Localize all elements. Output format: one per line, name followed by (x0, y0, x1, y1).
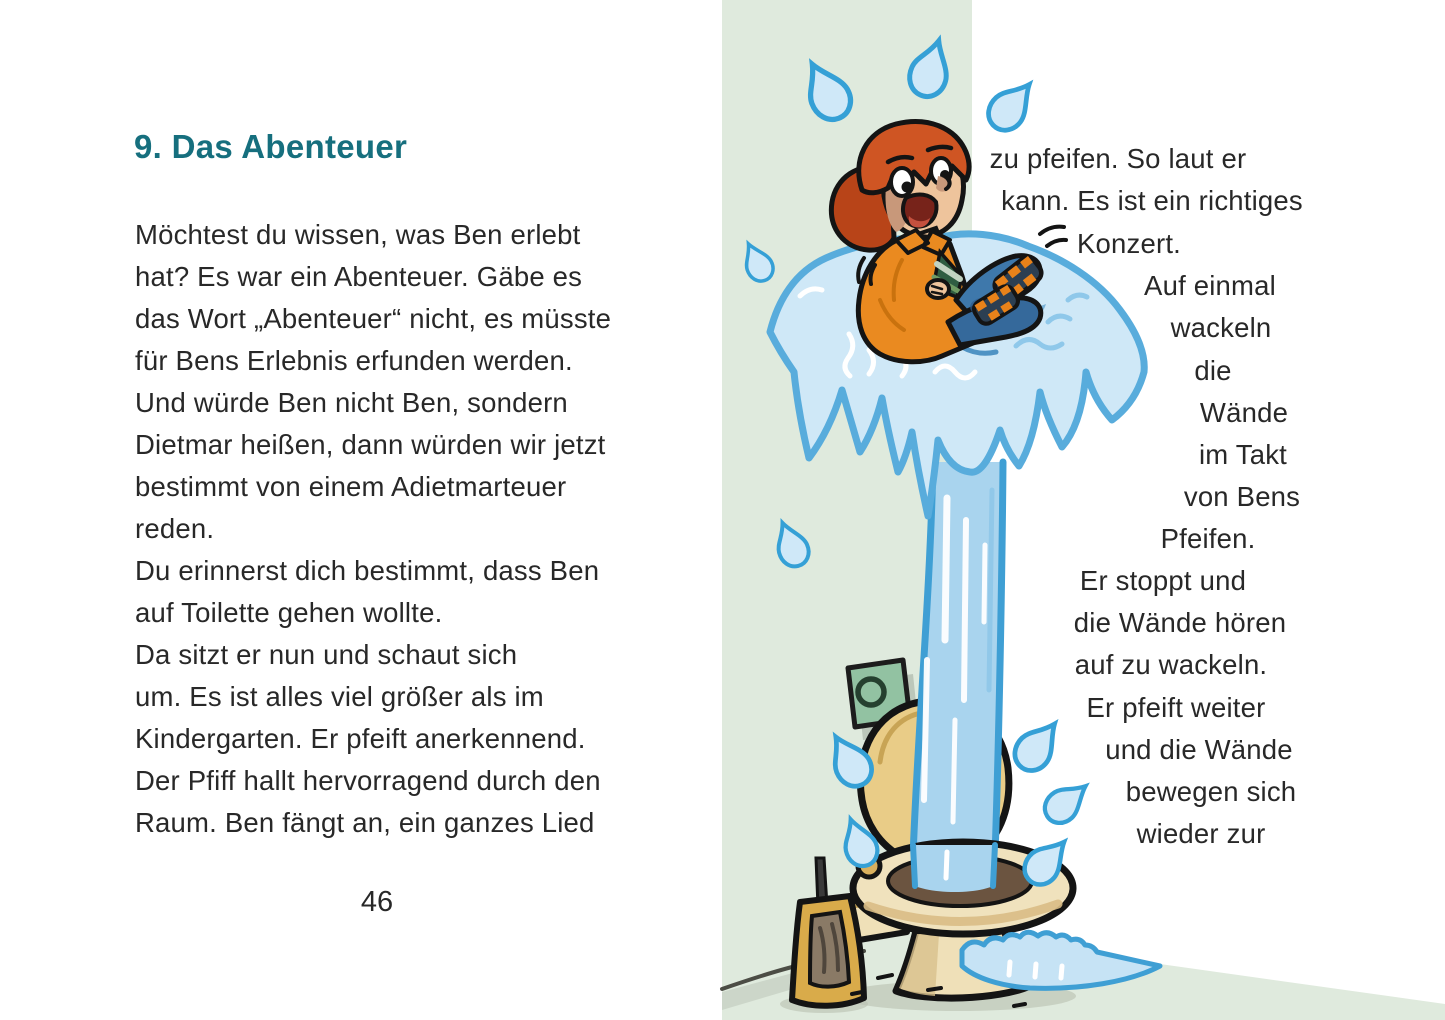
text-line: Da sitzt er nun und schaut sich (135, 639, 518, 670)
text-line: Der Pfiff hallt hervorragend durch den (135, 765, 601, 796)
text-line: Und würde Ben nicht Ben, sondern (135, 387, 568, 418)
text-line: Dietmar heißen, dann würden wir jetzt (135, 429, 606, 460)
body-text (135, 214, 611, 844)
text-line: von Bens (1183, 481, 1301, 512)
text-line: Möchtest du wissen, was Ben erlebt (135, 219, 581, 250)
page-number: 46 (360, 886, 394, 918)
text-line: Kindergarten. Er pfeift anerkennend. (135, 723, 586, 754)
text-line: Pfeifen. (1160, 523, 1256, 554)
text-line: das Wort „Abenteuer“ nicht, es müsste (135, 303, 612, 334)
text-line: kann. Es ist ein richtiges (1001, 185, 1303, 216)
text-line: bewegen sich (1125, 776, 1297, 807)
chapter-heading: 9. Das Abenteuer (134, 128, 408, 165)
text-line: reden. (135, 513, 215, 544)
text-line: Er pfeift weiter (1086, 692, 1266, 723)
text-line: Raum. Ben fängt an, ein ganzes Lied (135, 807, 595, 838)
text-line: bestimmt von einem Adietmarteuer (135, 471, 567, 502)
text-line: auf Toilette gehen wollte. (135, 597, 443, 628)
text-line: im Takt (1199, 439, 1287, 470)
eye-left (891, 168, 913, 196)
puddle (962, 932, 1160, 988)
text-line: Wände (1199, 397, 1289, 428)
text-line: die (1194, 355, 1232, 386)
text-line: für Bens Erlebnis erfunden werden. (135, 345, 573, 376)
text-line: und die Wände (1105, 734, 1293, 765)
text-line: zu pfeifen. So laut er (989, 143, 1247, 174)
text-line: wieder zur (1136, 818, 1266, 849)
text-line: wackeln (1170, 312, 1272, 343)
text-line: Du erinnerst dich bestimmt, dass Ben (135, 555, 600, 586)
text-line: Konzert. (1076, 228, 1182, 259)
text-line: die Wände hören (1073, 607, 1287, 638)
text-line: auf zu wackeln. (1074, 649, 1268, 680)
text-line: Er stoppt und (1079, 565, 1247, 596)
text-line: hat? Es war ein Abenteuer. Gäbe es (135, 261, 583, 292)
text-line: Auf einmal (1144, 270, 1276, 301)
text-line: um. Es ist alles viel größer als im (135, 681, 544, 712)
